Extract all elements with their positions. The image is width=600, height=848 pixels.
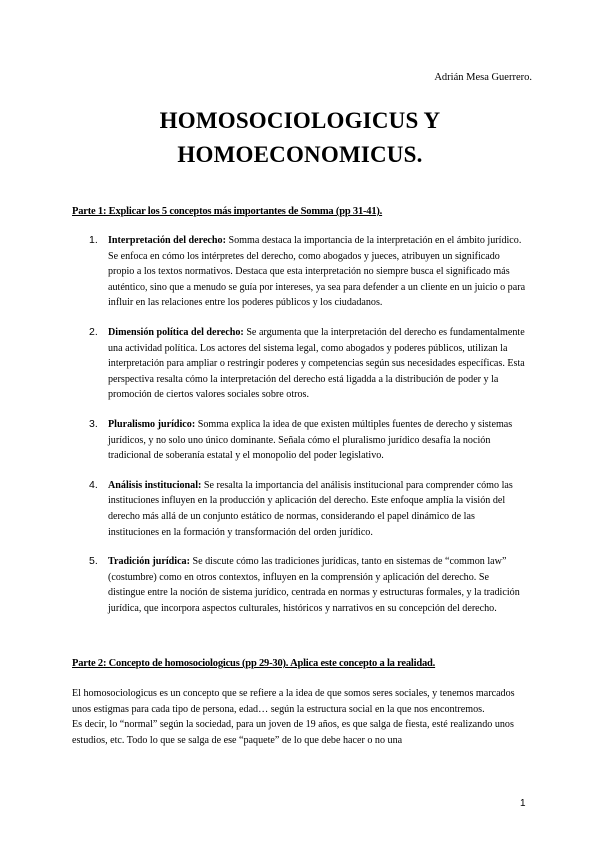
title-line-2: HOMOECONOMICUS. <box>177 142 423 167</box>
paragraph: El homosociologicus es un concepto que se refiere a la idea de que somos seres sociales, y tenemos marcados unos estigmas para cada tipo de persona, edad… según la estructura social en la que nos encontremos. <box>72 688 515 715</box>
part2-body <box>72 686 534 748</box>
document-title <box>0 104 600 172</box>
list-item <box>72 417 527 464</box>
list-number: 3. <box>89 417 98 430</box>
list-number: 5. <box>89 555 98 568</box>
list-number: 1. <box>89 234 98 246</box>
part2-heading: Parte 2: Concepto de homosociologicus (pp 29-30). Aplica este concepto a la realidad. <box>72 658 436 669</box>
concept-term: Dimensión política del derecho: <box>108 326 244 338</box>
concept-text: Se resalta la importancia del análisis institucional para comprender cómo las instituciones influyen en la producción y aplicación del derecho. Este enfoque amplía la visión del derecho más allá de un conjunto estático de normas, considerando el papel dinámico de las instituciones en la formación y transformación del orden jurídico. <box>108 479 513 538</box>
author-name: Adrián Mesa Guerrero. <box>434 72 532 83</box>
concept-term: Interpretación del derecho: <box>108 235 226 246</box>
list-number: 4. <box>89 478 98 491</box>
list-number: 2. <box>89 325 98 338</box>
list-item <box>72 325 527 403</box>
concept-text: Somma explica la idea de que existen múltiples fuentes de derecho y sistemas jurídicos, y no solo uno único dominante. Señala cómo el pluralismo jurídico desafía la noción tradicional de soberanía estatal y el monopolio del poder legislativo. <box>108 418 513 462</box>
title-line-1: HOMOSOCIOLOGICUS Y <box>159 108 441 133</box>
paragraph: Es decir, lo “normal” según la sociedad, para un joven de 19 años, es que salga de fiesta, esté realizando unos estudios, etc. Todo lo que se salga de ese “paquete” de lo que debe hacer o no una <box>72 719 514 746</box>
concept-term: Tradición jurídica: <box>108 556 190 568</box>
list-item <box>72 478 527 540</box>
list-item <box>72 233 527 311</box>
concept-term: Análisis institucional: <box>108 479 202 491</box>
concepts-list <box>72 233 527 630</box>
part1-heading: Parte 1: Explicar los 5 conceptos más importantes de Somma (pp 31-41). <box>72 206 383 217</box>
page-number: 1 <box>520 798 526 809</box>
concept-term: Pluralismo jurídico: <box>108 418 196 430</box>
concept-text: Se discute cómo las tradiciones jurídicas, tanto en sistemas de “common law” (costumbre) como en otros contextos, influyen en la comprensión y aplicación del derecho. Se distingue entre la noción de sistema jurídico, centrada en normas y estructuras formales, y la tradición jurídica, que incorpora aspectos culturales, históricos y narrativos en su concepción del derecho. <box>108 556 520 614</box>
list-item <box>72 554 527 616</box>
concept-text: Se argumenta que la interpretación del derecho es fundamentalmente una actividad política. Los actores del sistema legal, como abogados y poderes públicos, utilizan la interpretación para ampliar o restringir poderes y competencias según sus necesidades específicas. Esta perspectiva resalta cómo la interpretación del derecho está ligadda a la distribución de poder y la promoción de ciertos valores sociales sobre otros. <box>108 326 525 401</box>
concept-text: Somma destaca la importancia de la interpretación en el ámbito jurídico. Se enfoca en cómo los intérpretes del derecho, como abogados y jueces, atribuyen un significado propio a los textos normativos. Destaca que esta interpretación no siempre busca el significado más auténtico, sino que a menudo se guía por intereses, ya sea para defender a un cliente en un juicio o para influir en las relaciones entre los poderes públicos y los ciudadanos. <box>108 235 526 309</box>
